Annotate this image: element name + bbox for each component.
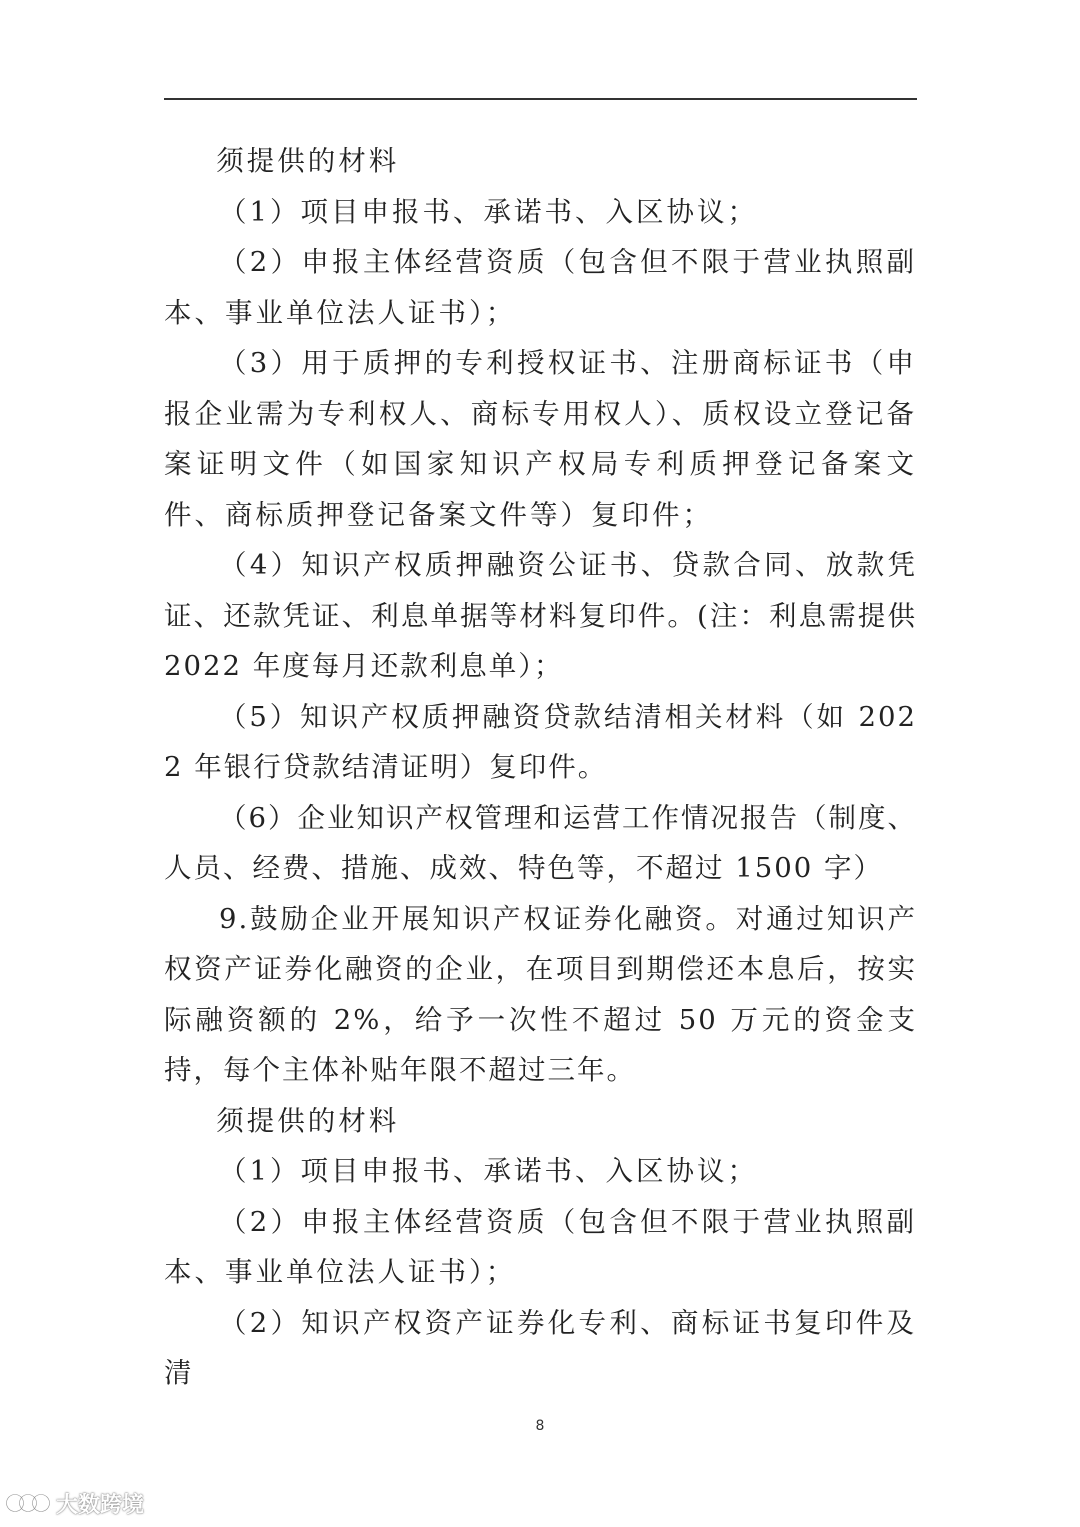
watermark-logo-icon: [6, 1491, 50, 1515]
material-item: （5）知识产权质押融资贷款结清相关材料（如 2022 年银行贷款结清证明）复印件。: [164, 700, 917, 783]
material-item: （2）申报主体经营资质（包含但不限于营业执照副本、事业单位法人证书）；: [164, 1205, 917, 1288]
material-item: （6）企业知识产权管理和运营工作情况报告（制度、人员、经费、措施、成效、特色等，不超过 1500 字）: [164, 801, 917, 884]
material-item: （2）申报主体经营资质（包含但不限于营业执照副本、事业单位法人证书）；: [164, 246, 917, 329]
page-number: 8: [535, 1418, 545, 1434]
materials-heading: 须提供的材料: [216, 1104, 400, 1137]
material-item: （1）项目申报书、承诺书、入区协议；: [219, 1155, 758, 1187]
materials-heading: 须提供的材料: [216, 145, 400, 177]
material-item: （3）用于质押的专利授权证书、注册商标证书（申报企业需为专利权人、商标专用权人）、质权设立登记备案证明文件（如国家知识产权局专利质押登记备案文件、商标质押登记备案文件等）复印件；: [164, 347, 917, 531]
header-rule: [164, 98, 917, 100]
policy-paragraph: 9.鼓励企业开展知识产权证券化融资。对通过知识产权资产证券化融资的企业，在项目到期偿还本息后，按实际融资额的 2%，给予一次性不超过 50 万元的资金支持，每个主体补贴年限不超过三年。: [164, 902, 917, 1086]
document-body: [164, 136, 917, 1399]
watermark: [6, 1488, 144, 1518]
material-item: （2）知识产权资产证券化专利、商标证书复印件及清: [164, 1306, 917, 1389]
material-item: （1）项目申报书、承诺书、入区协议；: [219, 195, 758, 228]
material-item: （4）知识产权质押融资公证书、贷款合同、放款凭证、还款凭证、利息单据等材料复印件。(注：利息需提供 2022 年度每月还款利息单）；: [164, 549, 917, 682]
watermark-text: 大数跨境: [56, 1492, 145, 1518]
